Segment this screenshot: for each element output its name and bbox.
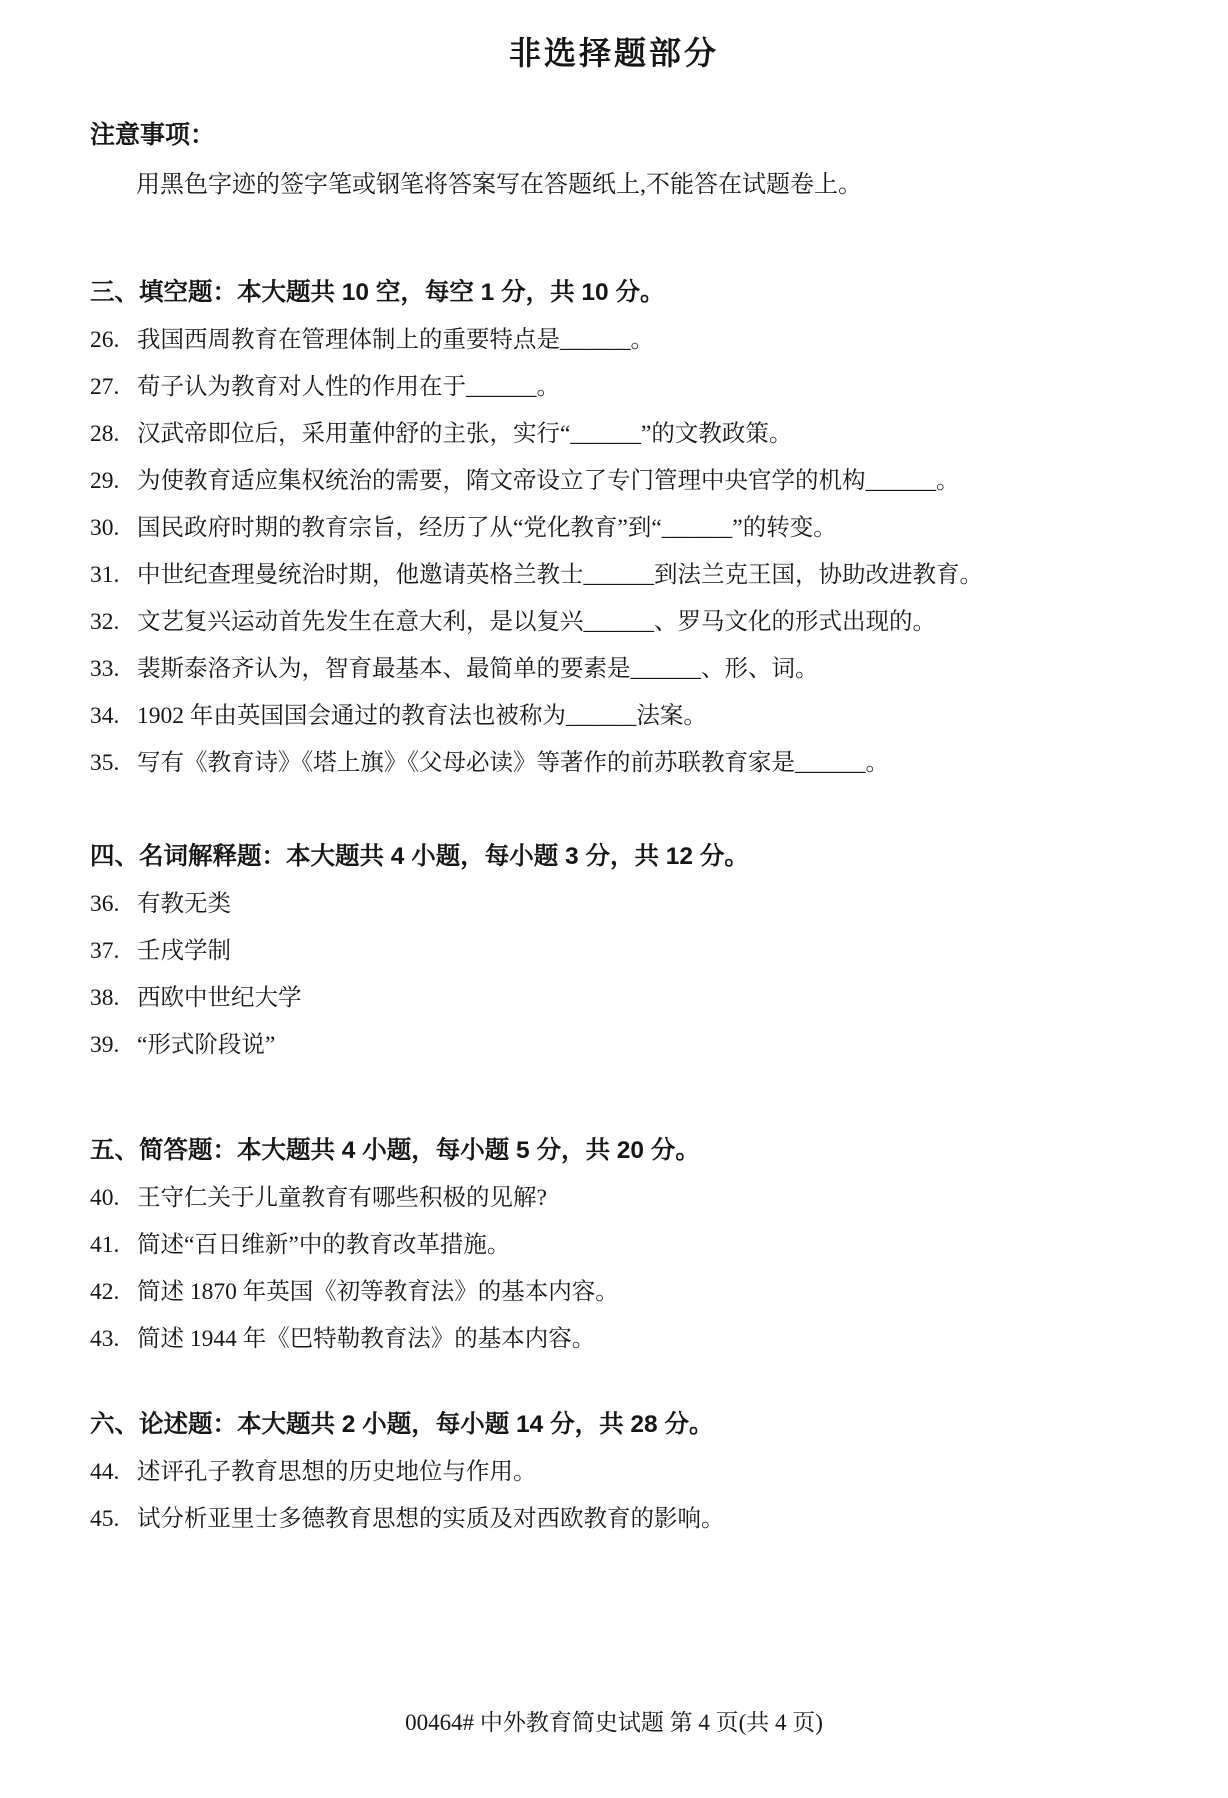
question-text: 我国西周教育在管理体制上的重要特点是______。 <box>137 327 654 354</box>
question-text: 试分析亚里士多德教育思想的实质及对西欧教育的影响。 <box>137 1506 725 1533</box>
section-heading: 六、论述题：本大题共 2 小题，每小题 14 分，共 28 分。 <box>90 1411 714 1439</box>
question-item <box>90 1030 1180 1060</box>
question-text: 有教无类 <box>137 891 231 918</box>
question-number: 28. <box>90 421 120 448</box>
question-item <box>90 1277 1180 1307</box>
question-text: 中世纪查理曼统治时期，他邀请英格兰教士______到法兰克王国，协助改进教育。 <box>137 562 983 589</box>
question-number: 39. <box>90 1032 120 1059</box>
section-short-answer <box>90 1136 1180 1354</box>
question-number: 33. <box>90 656 120 683</box>
question-text: 写有《教育诗》《塔上旗》《父母必读》等著作的前苏联教育家是______。 <box>137 750 889 777</box>
question-number: 43. <box>90 1326 120 1353</box>
question-text: 壬戌学制 <box>137 938 231 965</box>
question-item <box>90 466 1180 496</box>
question-item <box>90 1230 1180 1260</box>
question-text: 西欧中世纪大学 <box>137 985 302 1012</box>
question-text: 荀子认为教育对人性的作用在于______。 <box>137 374 560 401</box>
question-item <box>90 419 1180 449</box>
question-text: 王守仁关于儿童教育有哪些积极的见解? <box>137 1185 547 1212</box>
question-item <box>90 1457 1180 1487</box>
question-item <box>90 889 1180 919</box>
question-sections <box>90 278 1180 1534</box>
question-number: 37. <box>90 938 120 965</box>
section-heading: 五、简答题：本大题共 4 小题，每小题 5 分，共 20 分。 <box>90 1137 700 1165</box>
question-number: 45. <box>90 1506 120 1533</box>
question-number: 32. <box>90 609 120 636</box>
question-number: 42. <box>90 1279 120 1306</box>
question-item <box>90 983 1180 1013</box>
question-number: 27. <box>90 374 120 401</box>
question-text: 1902 年由英国国会通过的教育法也被称为______法案。 <box>137 703 707 730</box>
section-fill-in-the-blank <box>90 278 1180 778</box>
question-item <box>90 1504 1180 1534</box>
question-text: 文艺复兴运动首先发生在意大利，是以复兴______、罗马文化的形式出现的。 <box>137 609 936 636</box>
question-item <box>90 513 1180 543</box>
question-number: 36. <box>90 891 120 918</box>
question-number: 30. <box>90 515 120 542</box>
question-item <box>90 372 1180 402</box>
question-number: 34. <box>90 703 120 730</box>
question-number: 35. <box>90 750 120 777</box>
question-item <box>90 1183 1180 1213</box>
section-essay <box>90 1410 1180 1534</box>
section-heading: 三、填空题：本大题共 10 空，每空 1 分，共 10 分。 <box>90 279 665 307</box>
question-item <box>90 560 1180 590</box>
question-text: 简述“百日维新”中的教育改革措施。 <box>137 1232 511 1259</box>
question-text: 国民政府时期的教育宗旨，经历了从“党化教育”到“______”的转变。 <box>137 515 837 542</box>
question-item <box>90 1324 1180 1354</box>
question-text: 为使教育适应集权统治的需要，隋文帝设立了专门管理中央官学的机构______。 <box>137 468 960 495</box>
question-text: 简述 1870 年英国《初等教育法》的基本内容。 <box>137 1279 619 1306</box>
question-number: 41. <box>90 1232 120 1259</box>
question-text: 裴斯泰洛齐认为，智育最基本、最简单的要素是______、形、词。 <box>137 656 819 683</box>
question-item <box>90 936 1180 966</box>
question-text: “形式阶段说” <box>137 1032 276 1059</box>
page-title: 非选择题部分 <box>508 35 719 71</box>
question-text: 汉武帝即位后，采用董仲舒的主张，实行“______”的文教政策。 <box>137 421 793 448</box>
question-text: 简述 1944 年《巴特勒教育法》的基本内容。 <box>137 1326 596 1353</box>
question-number: 31. <box>90 562 120 589</box>
question-number: 38. <box>90 985 120 1012</box>
question-number: 40. <box>90 1185 120 1212</box>
question-text: 述评孔子教育思想的历史地位与作用。 <box>137 1459 537 1486</box>
question-item <box>90 654 1180 684</box>
section-term-definitions <box>90 842 1180 1060</box>
question-number: 29. <box>90 468 120 495</box>
notice-body: 用黑色字迹的签字笔或钢笔将答案写在答题纸上,不能答在试题卷上。 <box>136 172 862 199</box>
notice-heading: 注意事项： <box>90 121 216 150</box>
question-number: 26. <box>90 327 120 354</box>
question-item <box>90 701 1180 731</box>
section-heading: 四、名词解释题：本大题共 4 小题，每小题 3 分，共 12 分。 <box>90 843 749 871</box>
question-number: 44. <box>90 1459 120 1486</box>
question-item <box>90 748 1180 778</box>
page-footer: 00464# 中外教育简史试题 第 4 页(共 4 页) <box>405 1710 823 1735</box>
question-item <box>90 607 1180 637</box>
question-item <box>90 325 1180 355</box>
